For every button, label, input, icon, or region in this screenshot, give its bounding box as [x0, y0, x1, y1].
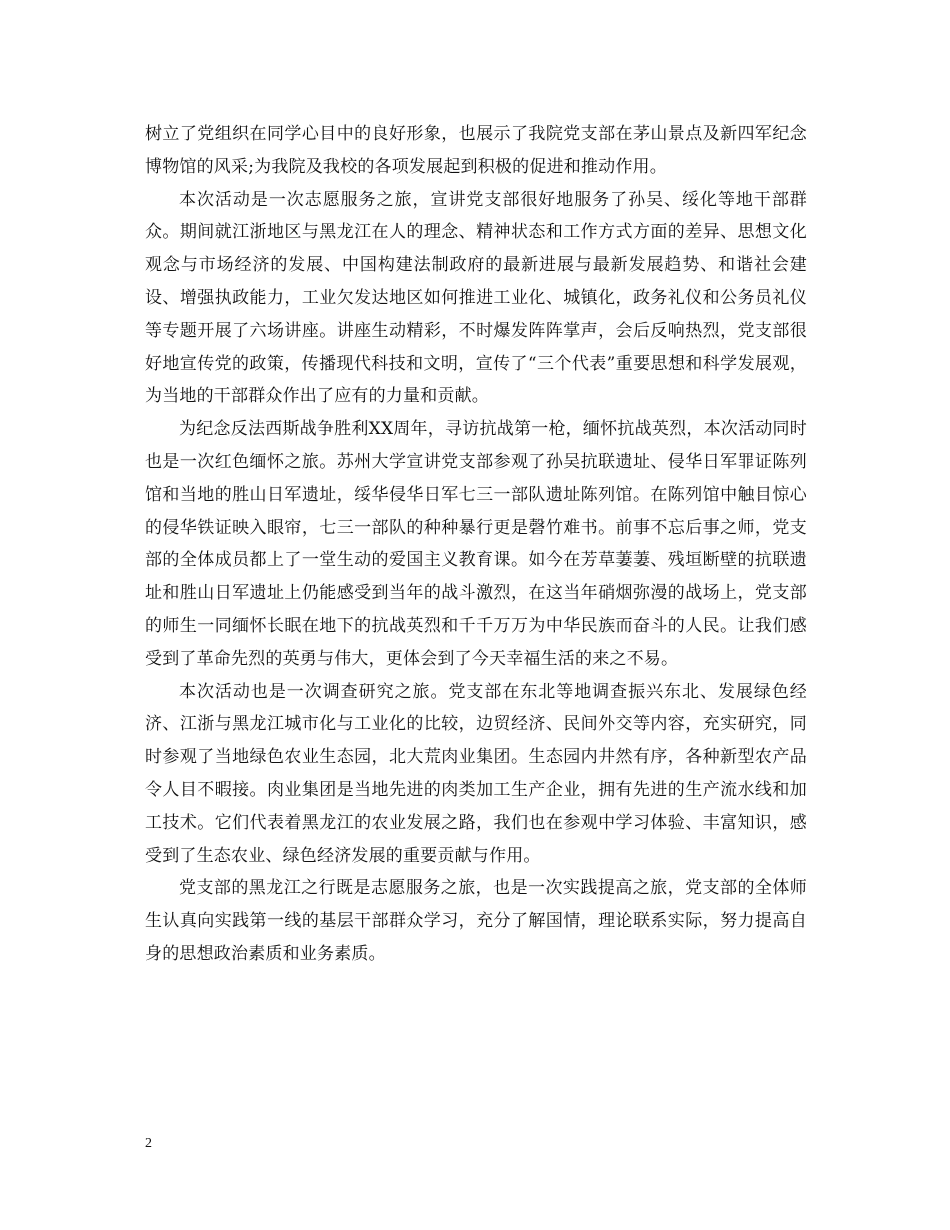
paragraph-3: 为纪念反法西斯战争胜利XX周年，寻访抗战第一枪，缅怀抗战英烈，本次活动同时也是一次红色缅怀之旅。苏州大学宣讲党支部参观了孙吴抗联遗址、侵华日军罪证陈列馆和当地的胜山日军遗址，绥华侵华日军七三一部队遗址陈列馆。在陈列馆中触目惊心的侵华铁证映入眼帘，七三一部队的种种暴行更是磬竹难书。前事不忘后事之师，党支部的全体成员都上了一堂生动的爱国主义教育课。如今在芳草萋萋、残垣断壁的抗联遗址和胜山日军遗址上仍能感受到当年的战斗激烈，在这当年硝烟弥漫的战场上，党支部的师生一同缅怀长眠在地下的抗战英烈和千千万万为中华民族而奋斗的人民。让我们感受到了革命先烈的英勇与伟大，更体会到了今天幸福生活的来之不易。 — [145, 419, 807, 669]
paragraph-2: 本次活动是一次志愿服务之旅，宣讲党支部很好地服务了孙吴、绥化等地干部群众。期间就江浙地区与黑龙江在人的理念、精神状态和工作方式方面的差异、思想文化观念与市场经济的发展、中国构建法制政府的最新进展与最新发展趋势、和谐社会建设、增强执政能力，工业欠发达地区如何推进工业化、城镇化，政务礼仪和公务员礼仪等专题开展了六场讲座。讲座生动精彩，不时爆发阵阵掌声，会后反响热烈，党支部很好地宣传党的政策，传播现代科技和文明，宣传了“三个代表”重要思想和科学发展观，为当地的干部群众作出了应有的力量和贡献。 — [145, 189, 807, 407]
page-number: 2 — [145, 1136, 152, 1151]
document-body — [145, 118, 807, 971]
paragraph-1: 树立了党组织在同学心目中的良好形象，也展示了我院党支部在茅山景点及新四军纪念博物馆的风采;为我院及我校的各项发展起到积极的促进和推动作用。 — [145, 124, 807, 177]
paragraph-5: 党支部的黑龙江之行既是志愿服务之旅，也是一次实践提高之旅，党支部的全体师生认真向实践第一线的基层干部群众学习，充分了解国情，理论联系实际，努力提高自身的思想政治素质和业务素质。 — [145, 878, 807, 964]
paragraph-4: 本次活动也是一次调查研究之旅。党支部在东北等地调查振兴东北、发展绿色经济、江浙与黑龙江城市化与工业化的比较，边贸经济、民间外交等内容，充实研究，同时参观了当地绿色农业生态园，北大荒肉业集团。生态园内井然有序，各种新型农产品令人目不暇接。肉业集团是当地先进的肉类加工生产企业，拥有先进的生产流水线和加工技术。它们代表着黑龙江的农业发展之路，我们也在参观中学习体验、丰富知识，感受到了生态农业、绿色经济发展的重要贡献与作用。 — [145, 681, 807, 866]
